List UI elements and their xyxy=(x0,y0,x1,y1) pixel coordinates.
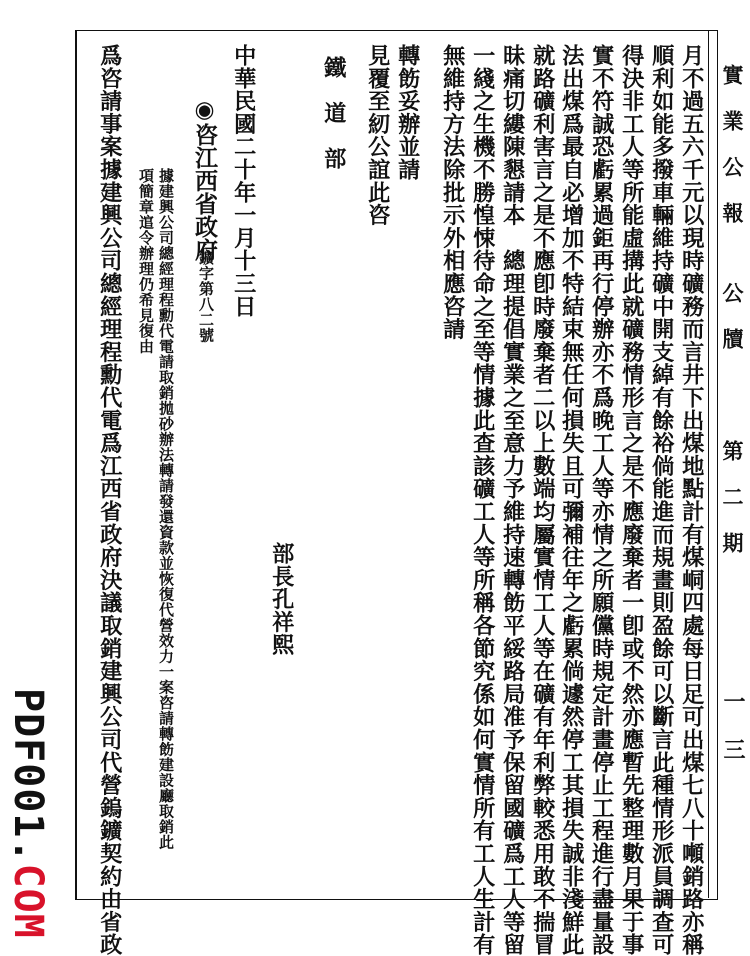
recipient: 鐵 道 部 xyxy=(320,56,347,170)
text-column-9: 無維持方法除批示外相應咨請 xyxy=(439,44,466,341)
text-column-1: 月不過五六千元以現時礦務而言井下出煤地點計有煤峒四處每日足可出煤七八十噸銷路亦稱 xyxy=(678,44,705,956)
header-divider xyxy=(708,30,709,898)
page-number: 一 三 xyxy=(720,690,746,760)
text-column-2: 順利如能多撥車輛維持礦中開支綽有餘裕倘能進而規畫則盈餘可以斷言此種情形派員調查可 xyxy=(648,44,675,956)
journal-title: 實 業 公 報 xyxy=(720,64,745,223)
text-column-4: 實不符誠恐虧累過鉅再行停辦亦不爲晚工人等亦情之所願儻時規定計畫停止工程進行盡量設 xyxy=(588,44,615,956)
section-title: 公 牘 xyxy=(720,282,745,349)
text-column-8: 一綫之生機不勝惶悚待命之至等情據此查該礦工人等所稱各節究係如何實情所有工人生計有 xyxy=(469,44,496,956)
text-column-6: 就路礦利害言之是不應卽時廢棄者二以上數端均屬實情工人等在礦有年利弊較悉用敢不揣冒 xyxy=(529,44,556,956)
text-column-10: 轉飭妥辦並請 xyxy=(394,44,421,181)
summary-line-2: 項簡章逭令辦理仍希見復由 xyxy=(137,168,155,354)
watermark-prefix: PDF001. xyxy=(5,688,51,864)
issue-label: 第 二 期 xyxy=(720,440,745,553)
text-column-3: 得決非工人等所能虛搆此就礦務情形言之是不應廢棄者一卽或不然亦應暫先整理數月果于事 xyxy=(618,44,645,956)
text-column-7: 昧痛切縷陳懇請本 總理提倡實業之至意力予維持速轉飭平綏路局准予保留國礦爲工人等留 xyxy=(499,44,526,956)
text-column-last: 爲咨請事案據建興公司總經理程勳代電爲江西省政府決議取銷建興公司代營鎢鑛契約由省政 xyxy=(96,44,123,956)
summary-line-1: 據建興公司總經理程勳代電請取銷拋砂辦法轉請發還資款並恢復代營效力一案咨請轉飭建設廳取銷此 xyxy=(157,168,175,850)
document-date: 中華民國二十年一月十三日 xyxy=(230,44,257,318)
signature: 部長孔祥熙 xyxy=(268,542,295,656)
document-number: 鑛字第八二號 xyxy=(197,250,215,343)
bullet-icon: ◉ xyxy=(191,96,218,123)
document-heading xyxy=(193,96,216,261)
watermark xyxy=(5,688,51,939)
watermark-suffix: COM xyxy=(5,863,51,939)
text-column-5: 法出煤爲最自必增加不特結束無任何損失且可彌補往年之虧累倘遽然停工其損失誠非淺鮮此 xyxy=(558,44,585,956)
document-title: 咨江西省政府 xyxy=(191,123,218,261)
text-column-11: 見覆至紉公誼此咨 xyxy=(364,44,391,227)
